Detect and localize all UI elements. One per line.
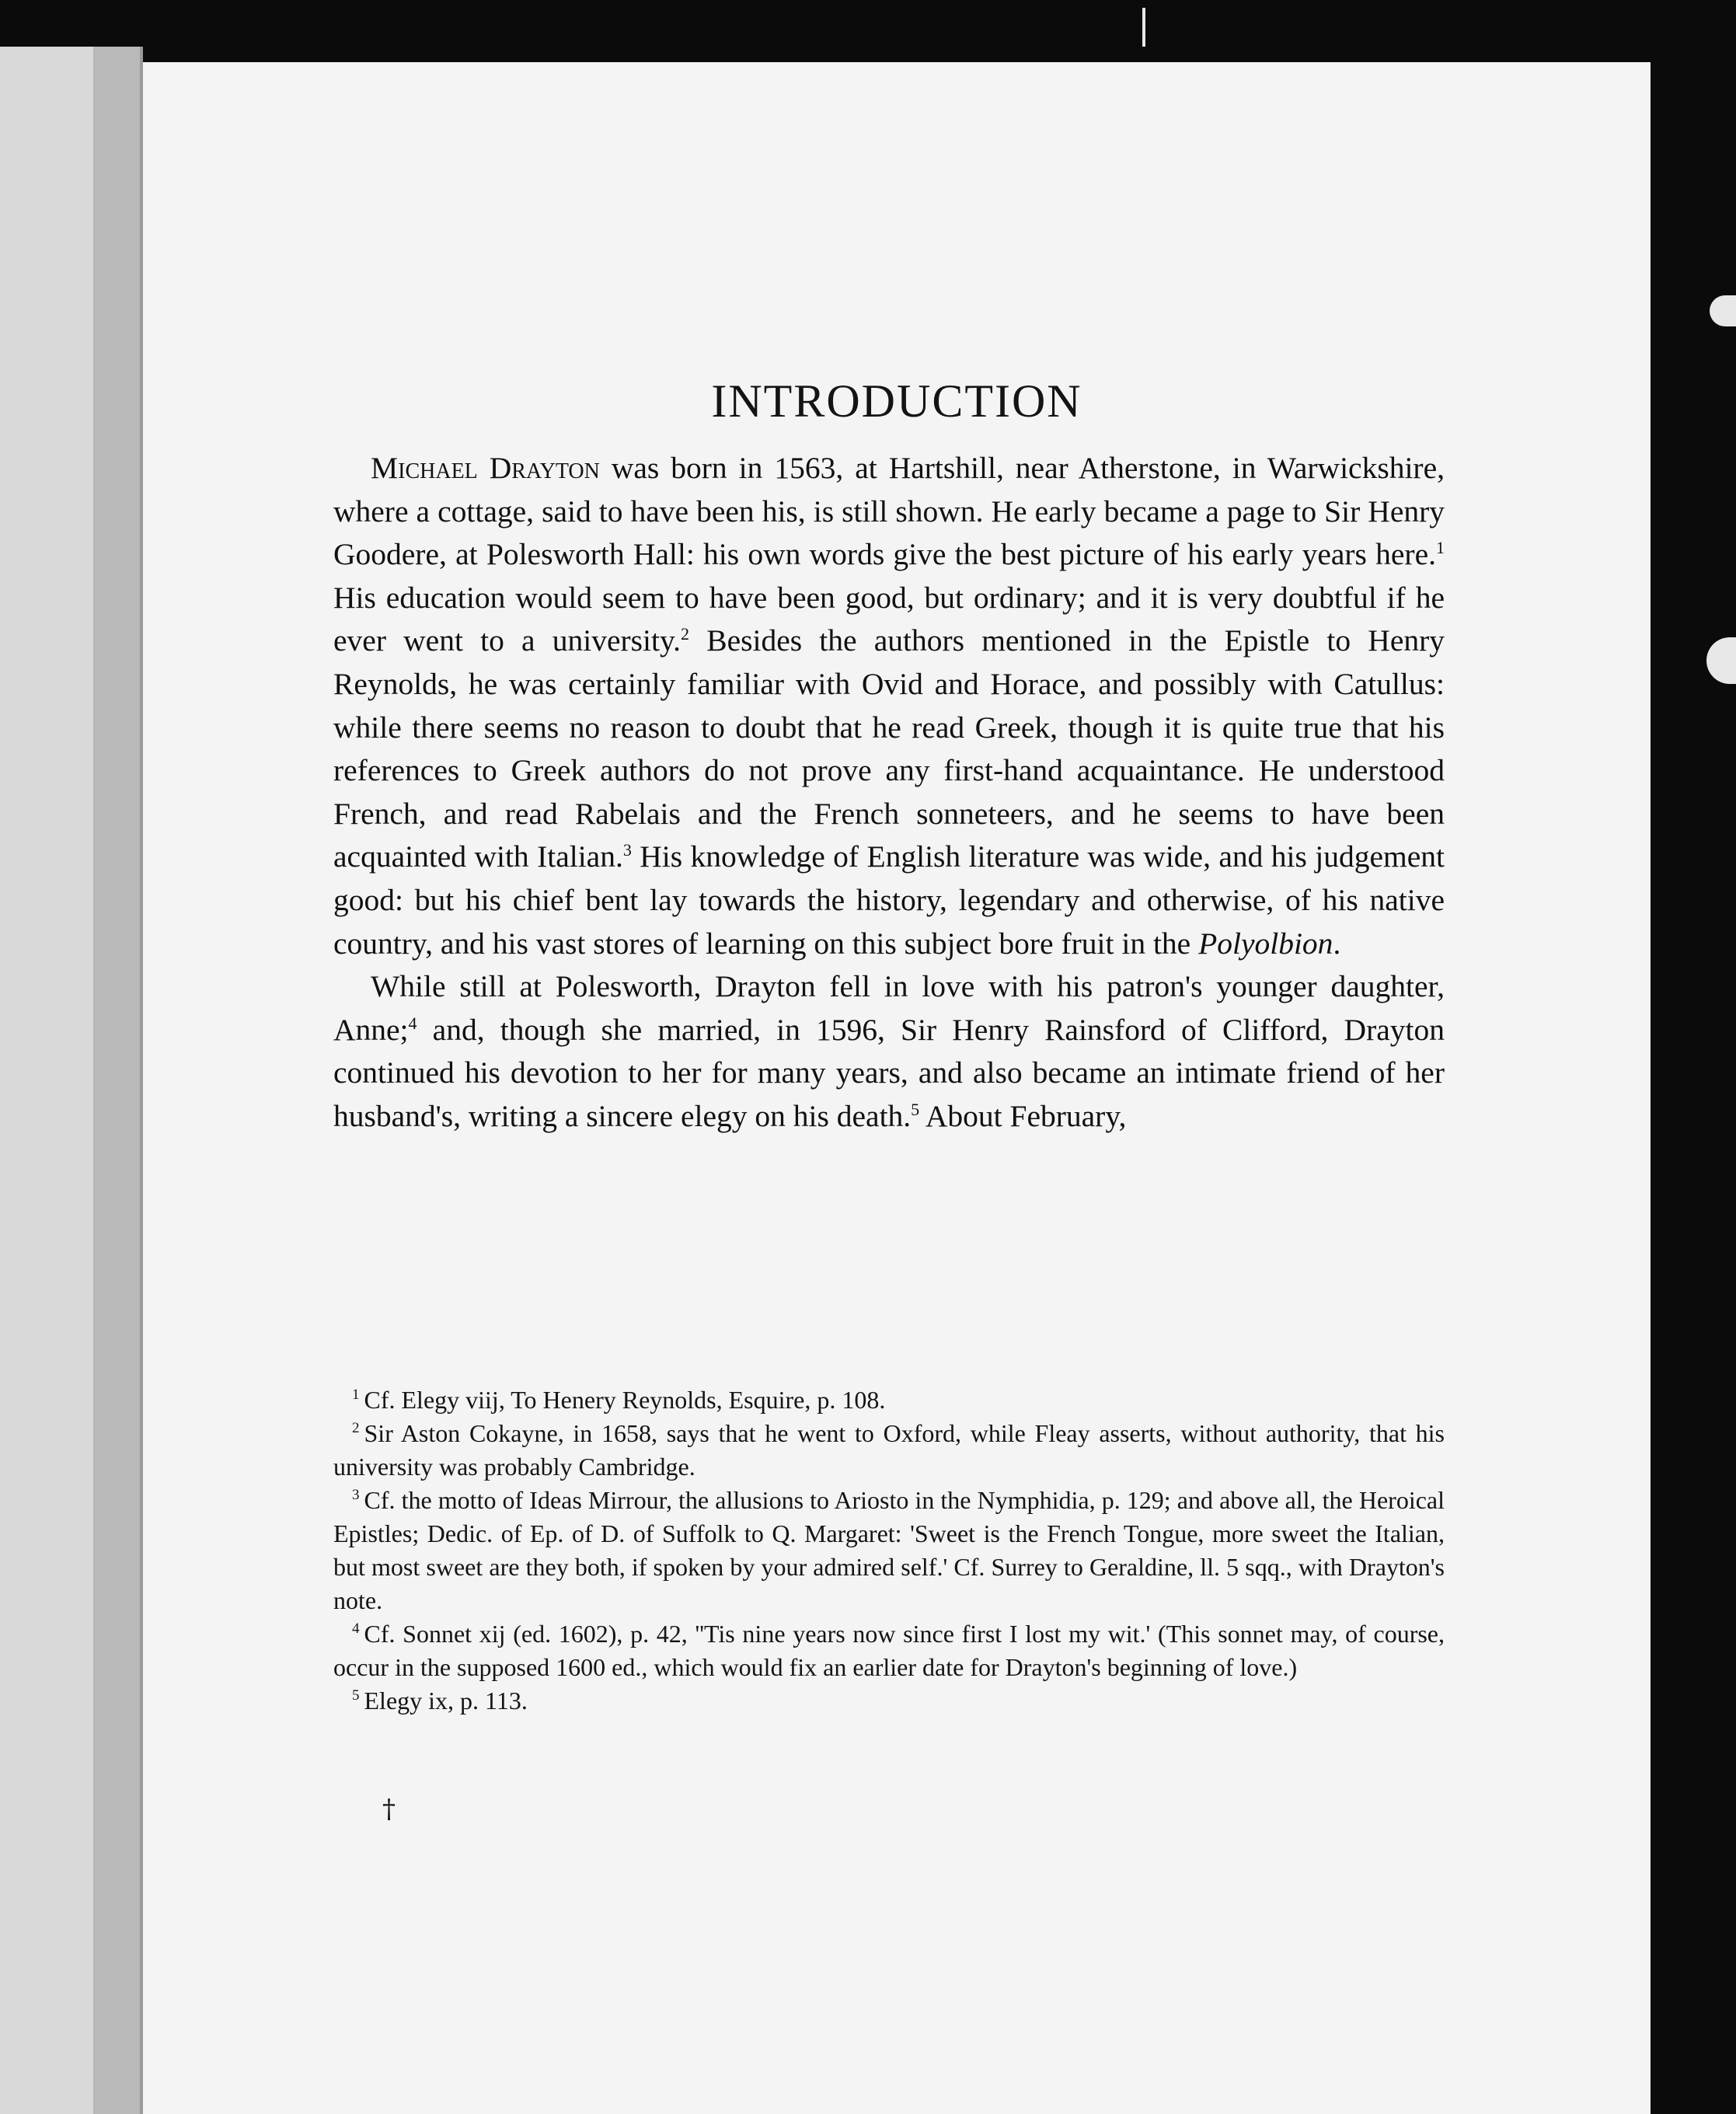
footnote-2: $^2$ Sir Aston Cokayne, in 1658, says that he went to Oxford, while Fleay asserts, without authority, that his university was probably Cambridge. bbox=[333, 1419, 1445, 1481]
signature-mark: † bbox=[382, 1794, 396, 1825]
footnote-4: $^4$ Cf. Sonnet xij (ed. 1602), p. 42, ''Tis nine years now since first I lost my wit.' (This sonnet may, of course, occur in the supposed 1600 ed., which would fix an earlier date for Drayton's beginning of love.) bbox=[333, 1620, 1445, 1681]
body-text bbox=[333, 447, 1445, 1139]
footnote-3: $^3$ Cf. the motto of Ideas Mirrour, the allusions to Ariosto in the Nymphidia, p. 129; and above all, the Heroical Epistles; Dedic. of Ep. of D. of Suffolk to Q. Margaret: 'Sweet is the French Tongue, more sweet the Italian, but most sweet are they both, if spoken by your admired self.' Cf. Surrey to Geraldine, ll. 5 sqq., with Drayton's note. bbox=[333, 1486, 1445, 1614]
paragraph-1: Michael Drayton was born in 1563, at Hartshill, near Atherstone, in Warwickshire, where a cottage, said to have been his, is still shown. He early became a page to Sir Henry Goodere, at Polesworth Hall: his own words give the best picture of his early years here.$^1$ His education would seem to have been good, but ordinary; and it is very doubtful if he ever went to a university.$^2$ Besides the authors mentioned in the Epistle to Henry Reynolds, he was certainly familiar with Ovid and Horace, and possibly with Catullus: while there seems no reason to doubt that he read Greek, though it is quite true that his references to Greek authors do not prove any first-hand acquaintance. He understood French, and read Rabelais and the French sonneteers, and he seems to have been acquainted with Italian.$^3$ His knowledge of English literature was wide, and his judgement good: but his chief bent lay towards the history, legendary and otherwise, of his native country, and his vast stores of learning on this subject bore fruit in the Polyolbion. bbox=[333, 451, 1445, 961]
page-gutter-shadow bbox=[93, 47, 140, 2114]
footnote-ref: 4 bbox=[408, 1013, 417, 1033]
book-page bbox=[143, 62, 1651, 2114]
author-name: Michael Drayton bbox=[371, 451, 600, 485]
footnote-1: $^1$ Cf. Elegy viij, To Henery Reynolds, Esquire, p. 108. bbox=[352, 1386, 886, 1414]
footnote-ref: 2 bbox=[681, 624, 690, 644]
work-title-italic: Polyolbion bbox=[1198, 926, 1333, 961]
scan-edge-mark-right bbox=[1710, 295, 1736, 326]
scan-edge-mark-top bbox=[1142, 8, 1145, 47]
page-title: INTRODUCTION bbox=[711, 375, 1082, 427]
footnote-ref: 5 bbox=[911, 1099, 920, 1119]
paragraph-2: While still at Polesworth, Drayton fell in love with his patron's younger daughter, Anne;$^4$ and, though she married, in 1596, Sir Henry Rainsford of Clifford, Drayton continued his devotion to her for many years, and also became an intimate friend of her husband's, writing a sincere elegy on his death.$^5$ About February, bbox=[333, 969, 1445, 1133]
footnote-5: $^5$ Elegy ix, p. 113. bbox=[352, 1687, 528, 1715]
footnotes bbox=[333, 1383, 1445, 1718]
footnote-ref: 1 bbox=[1436, 538, 1445, 558]
footnote-ref: 3 bbox=[622, 840, 632, 860]
